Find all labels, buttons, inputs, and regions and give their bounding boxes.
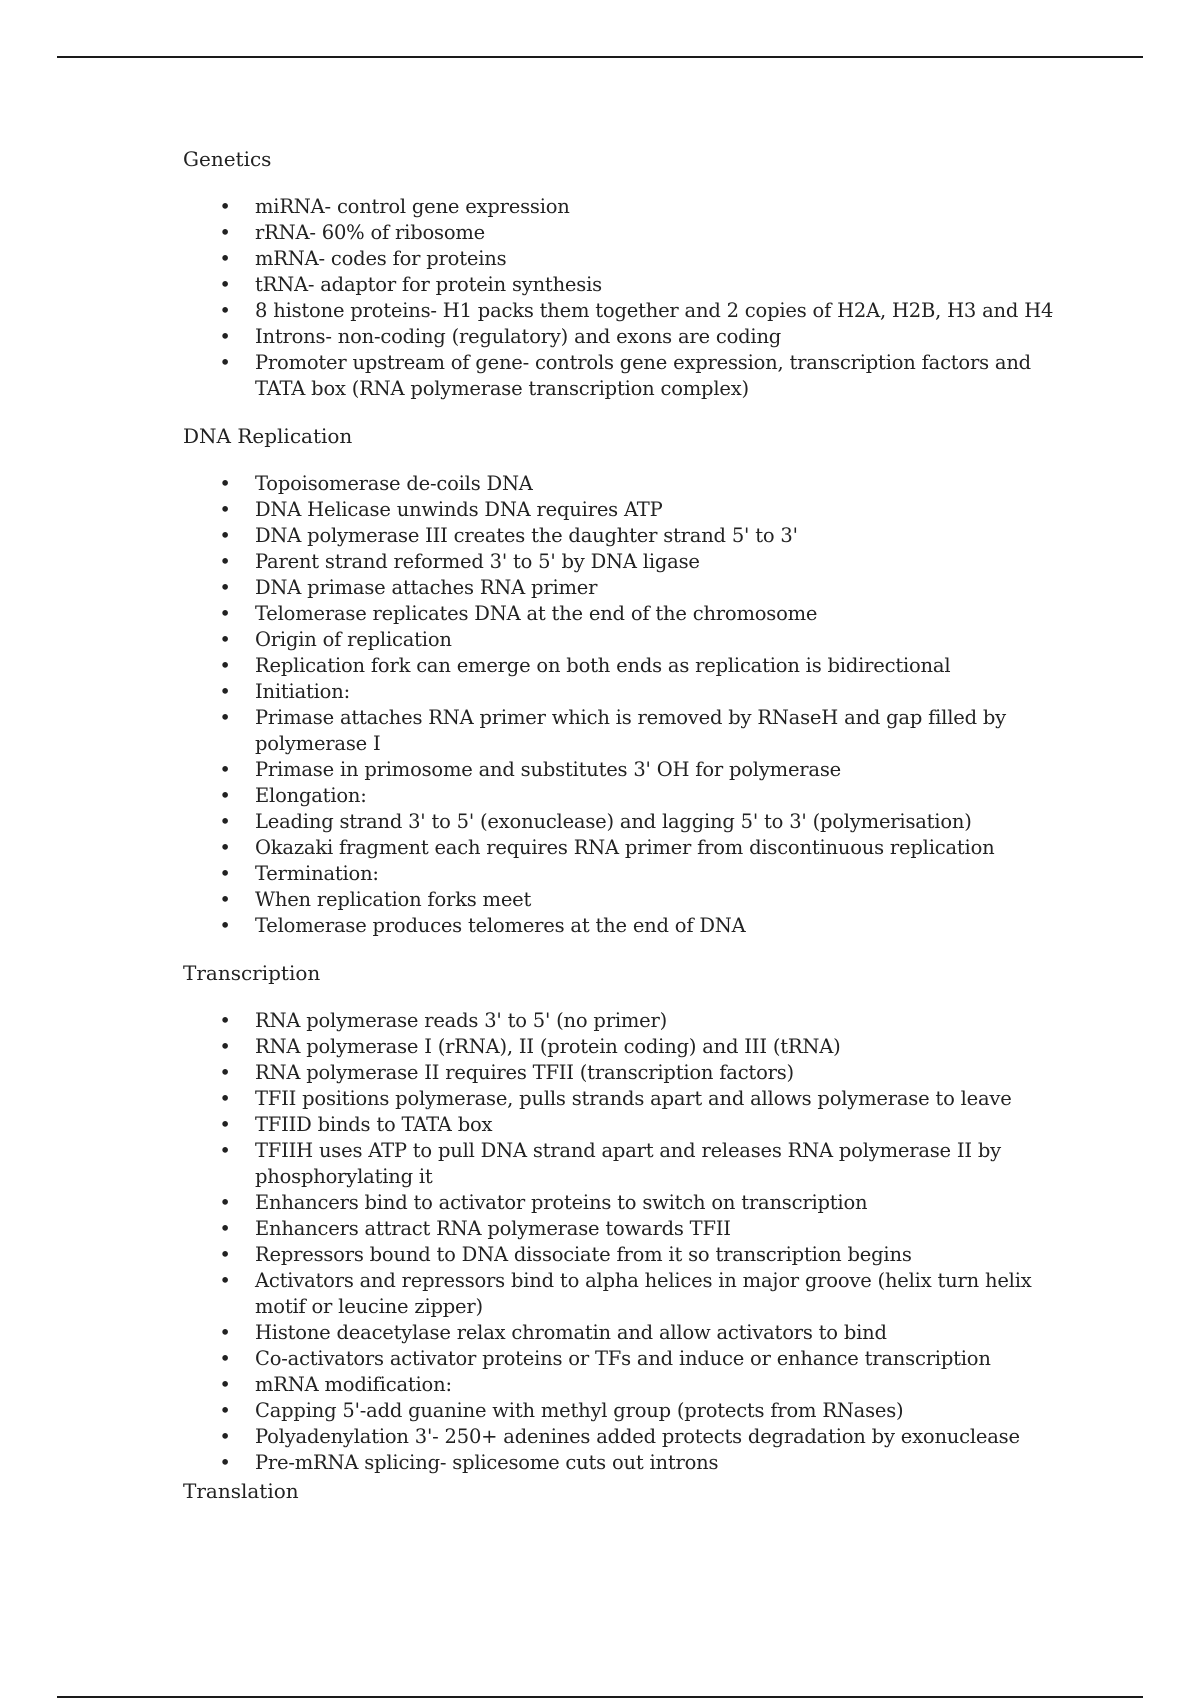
bullet-icon: • [219,325,231,348]
list-item: • Co-activators activator proteins or TFs and induce or enhance transcription [219,1347,991,1370]
list-item: • TFIIH uses ATP to pull DNA strand apart and releases RNA polymerase II by phosphorylating it [219,1139,1001,1188]
bullet-icon: • [219,1451,231,1474]
bullet-icon: • [219,1087,231,1110]
list-item: • DNA polymerase III creates the daughter strand 5' to 3' [219,524,798,547]
list-item: • Primase attaches RNA primer which is removed by RNaseH and gap filled by polymerase I [219,706,1006,755]
bullet-icon: • [219,1321,231,1344]
bullet-icon: • [219,1217,231,1240]
list-item: • Leading strand 3' to 5' (exonuclease) and lagging 5' to 3' (polymerisation) [219,810,972,833]
list-item: • mRNA modification: [219,1373,452,1396]
top-rule [57,56,1143,58]
section-heading-translation: Translation [183,1479,299,1503]
bullet-icon: • [219,1347,231,1370]
list-item: • miRNA- control gene expression [219,195,570,218]
section-heading-dna-replication: DNA Replication [183,424,353,448]
list-item: • Parent strand reformed 3' to 5' by DNA ligase [219,550,700,573]
section-heading-genetics: Genetics [183,147,272,171]
bullet-icon: • [219,810,231,833]
bullet-icon: • [219,550,231,573]
list-item: • Repressors bound to DNA dissociate from it so transcription begins [219,1243,912,1266]
list-item: • Replication fork can emerge on both ends as replication is bidirectional [219,654,951,677]
bullet-icon: • [219,628,231,651]
bullet-icon: • [219,221,231,244]
bullet-icon: • [219,1373,231,1396]
genetics-list [183,194,1063,402]
bullet-icon: • [219,1269,231,1292]
list-item: • RNA polymerase reads 3' to 5' (no primer) [219,1009,668,1032]
document-body [183,146,1063,1526]
list-item: • Initiation: [219,680,350,703]
bullet-icon: • [219,576,231,599]
list-item: • Activators and repressors bind to alpha helices in major groove (helix turn helix motif or leucine zipper) [219,1269,1032,1318]
list-item: • Termination: [219,862,379,885]
bullet-icon: • [219,1113,231,1136]
list-item: • Capping 5'-add guanine with methyl group (protects from RNases) [219,1399,904,1422]
bullet-icon: • [219,195,231,218]
bullet-icon: • [219,351,231,374]
list-item: • Polyadenylation 3'- 250+ adenines added protects degradation by exonuclease [219,1425,1020,1448]
list-item: • Promoter upstream of gene- controls gene expression, transcription factors and TATA box (RNA polymerase transcription complex) [219,351,1031,400]
bullet-icon: • [219,862,231,885]
list-item: • Topoisomerase de-coils DNA [219,472,533,495]
list-item: • RNA polymerase II requires TFII (transcription factors) [219,1061,794,1084]
bullet-icon: • [219,680,231,703]
list-item: • mRNA- codes for proteins [219,247,507,270]
bullet-icon: • [219,273,231,296]
bullet-icon: • [219,602,231,625]
list-item: • rRNA- 60% of ribosome [219,221,485,244]
list-item: • Enhancers bind to activator proteins to switch on transcription [219,1191,868,1214]
bullet-icon: • [219,758,231,781]
bullet-icon: • [219,836,231,859]
dna-replication-list [183,471,1063,939]
bullet-icon: • [219,1139,231,1162]
list-item: • TFIID binds to TATA box [219,1113,493,1136]
list-item: • tRNA- adaptor for protein synthesis [219,273,602,296]
list-item: • Pre-mRNA splicing- splicesome cuts out introns [219,1451,719,1474]
list-item: • DNA Helicase unwinds DNA requires ATP [219,498,663,521]
bullet-icon: • [219,1191,231,1214]
list-item: • TFII positions polymerase, pulls strands apart and allows polymerase to leave [219,1087,1012,1110]
bullet-icon: • [219,654,231,677]
bullet-icon: • [219,498,231,521]
list-item: • Primase in primosome and substitutes 3' OH for polymerase [219,758,841,781]
list-item: • Elongation: [219,784,367,807]
list-item: • When replication forks meet [219,888,532,911]
bullet-icon: • [219,888,231,911]
list-item: • Introns- non-coding (regulatory) and exons are coding [219,325,782,348]
bullet-icon: • [219,472,231,495]
bullet-icon: • [219,1399,231,1422]
bullet-icon: • [219,299,231,322]
bullet-icon: • [219,706,231,729]
bullet-icon: • [219,1035,231,1058]
bullet-icon: • [219,524,231,547]
list-item: • Telomerase produces telomeres at the end of DNA [219,914,746,937]
bullet-icon: • [219,1425,231,1448]
list-item: • DNA primase attaches RNA primer [219,576,598,599]
section-heading-transcription: Transcription [183,961,321,985]
bottom-rule [57,1696,1143,1698]
list-item: • 8 histone proteins- H1 packs them together and 2 copies of H2A, H2B, H3 and H4 [219,299,1054,322]
list-item: • RNA polymerase I (rRNA), II (protein coding) and III (tRNA) [219,1035,841,1058]
list-item: • Origin of replication [219,628,452,651]
list-item: • Okazaki fragment each requires RNA primer from discontinuous replication [219,836,995,859]
bullet-icon: • [219,784,231,807]
list-item: • Enhancers attract RNA polymerase towards TFII [219,1217,731,1240]
bullet-icon: • [219,914,231,937]
list-item: • Telomerase replicates DNA at the end of the chromosome [219,602,818,625]
bullet-icon: • [219,1009,231,1032]
list-item: • Histone deacetylase relax chromatin and allow activators to bind [219,1321,887,1344]
bullet-icon: • [219,247,231,270]
bullet-icon: • [219,1243,231,1266]
transcription-list [183,1008,1063,1476]
bullet-icon: • [219,1061,231,1084]
